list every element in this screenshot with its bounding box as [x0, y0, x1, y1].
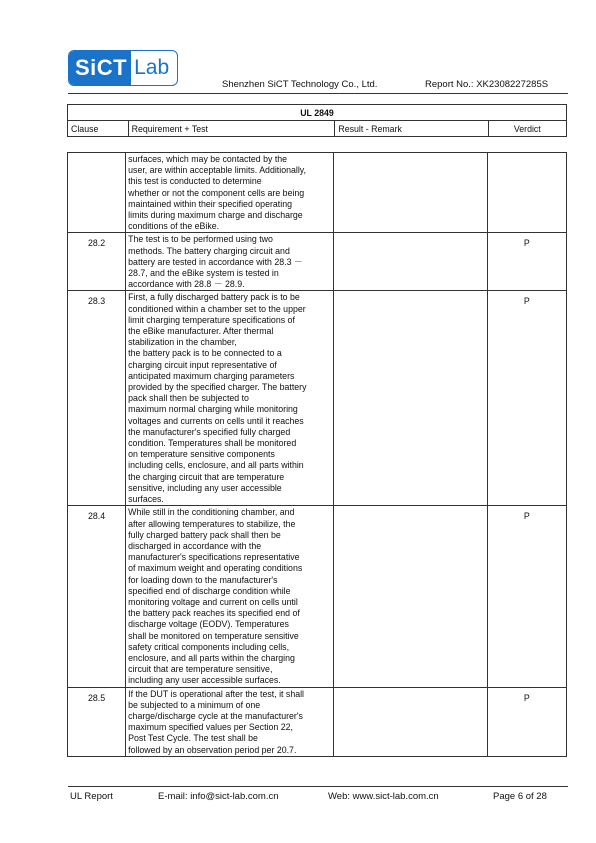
clause-cell: [68, 291, 126, 506]
requirement-line: Post Test Cycle. The test shall be: [128, 733, 258, 744]
requirement-line: after allowing temperatures to stabilize, the: [128, 518, 296, 529]
requirement-line: of maximum weight and operating conditions: [128, 563, 303, 574]
requirement-line: the eBike manufacturer. After thermal: [128, 326, 274, 337]
requirement-line: If the DUT is operational after the test, it shall: [128, 688, 305, 699]
logo-text-light: Lab: [134, 56, 170, 79]
requirement-line: the battery pack is to be connected to a: [128, 348, 282, 359]
requirement-line: discharged in accordance with the: [128, 540, 262, 551]
clause-table: [67, 152, 567, 757]
requirement-line: stabilization in the chamber,: [128, 337, 237, 348]
requirement-line: charge/discharge cycle at the manufacturer's: [128, 710, 303, 721]
table-row: [68, 291, 567, 506]
verdict-cell: [487, 291, 566, 506]
requirement-line: including any user accessible surfaces.: [128, 675, 281, 686]
requirement-line: While still in the conditioning chamber, and: [128, 507, 295, 518]
col-header-requirement: Requirement + Test: [128, 121, 335, 137]
requirement-cell: [126, 153, 334, 233]
clause-number: 28.3: [88, 296, 106, 307]
footer-web: Web: www.sict-lab.com.cn: [328, 791, 439, 802]
standard-header-table: [67, 104, 567, 137]
clause-number: 28.5: [88, 692, 106, 703]
result-remark-cell: [334, 291, 488, 506]
verdict-value: P: [523, 296, 530, 307]
verdict-cell: [487, 506, 566, 687]
requirement-line: the manufacturer's specified fully charged: [128, 426, 291, 437]
footer-report-type: UL Report: [70, 791, 113, 802]
requirement-line: provided by the specified charger. The battery: [128, 382, 307, 393]
verdict-value: P: [523, 692, 530, 703]
result-remark-cell: [334, 153, 488, 233]
verdict-value: P: [523, 511, 530, 522]
clause-cell: [68, 233, 126, 291]
footer-divider: [68, 786, 568, 787]
verdict-cell: [487, 687, 566, 756]
verdict-value: P: [523, 238, 530, 249]
requirement-line: maintained within their specified operating: [128, 198, 292, 209]
requirement-line: sensitive, including any user accessible: [128, 482, 282, 493]
requirement-line: user, are within acceptable limits. Additionally,: [128, 165, 306, 176]
requirement-line: First, a fully discharged battery pack is to be: [128, 292, 300, 303]
requirement-line: limit charging temperature specifications of: [128, 314, 295, 325]
requirement-line: whether or not the component cells are being: [128, 187, 305, 198]
footer-page-number: Page 6 of 28: [493, 791, 547, 802]
requirement-line: condition. Temperatures shall be monitored: [128, 438, 297, 449]
requirement-line: conditions of the eBike.: [128, 221, 220, 232]
requirement-line: the battery pack reaches its specified end of: [128, 608, 300, 619]
clause-number: [70, 154, 123, 158]
result-remark-cell: [334, 687, 488, 756]
clause-number: 28.4: [88, 511, 106, 522]
requirement-line: conditioned within a chamber set to the upper: [128, 303, 306, 314]
clause-number: 28.2: [88, 238, 106, 249]
requirement-cell: [126, 506, 334, 687]
result-remark-cell: [334, 233, 488, 291]
col-header-verdict: Verdict: [488, 121, 566, 137]
requirement-line: anticipated maximum charging parameters: [128, 370, 295, 381]
verdict-cell: [487, 233, 566, 291]
requirement-line: fully charged battery pack shall then be: [128, 529, 281, 540]
requirement-line: followed by an observation period per 20.7.: [128, 744, 297, 755]
requirement-line: monitoring voltage and current on cells until: [128, 596, 298, 607]
logo-text-bold: SiCT: [69, 51, 131, 85]
clause-cell: [68, 153, 126, 233]
requirement-line: methods. The battery charging circuit and: [128, 245, 290, 256]
verdict-value: [490, 154, 564, 158]
requirement-cell: [126, 233, 334, 291]
table-row: [68, 506, 567, 687]
requirement-line: pack shall then be subjected to: [128, 393, 249, 404]
requirement-line: specified end of discharge condition while: [128, 585, 291, 596]
requirement-line: be subjected to a minimum of one: [128, 699, 261, 710]
requirement-line: accordance with 28.8 － 28.9.: [128, 279, 245, 290]
table-row: [68, 233, 567, 291]
requirement-line: maximum specified values per Section 22,: [128, 722, 293, 733]
col-header-result: Result - Remark: [335, 121, 488, 137]
requirement-line: manufacturer's specifications representative: [128, 552, 300, 563]
requirement-line: shall be monitored on temperature sensitive: [128, 630, 299, 641]
requirement-line: surfaces, which may be contacted by the: [128, 154, 288, 164]
requirement-line: this test is conducted to determine: [128, 176, 262, 187]
requirement-line: charging circuit input representative of: [128, 359, 277, 370]
requirement-line: for loading down to the manufacturer's: [128, 574, 278, 585]
report-number: Report No.: XK2308227285S: [425, 79, 549, 90]
requirement-line: safety critical components including cells,: [128, 641, 290, 652]
requirement-line: maximum normal charging while monitoring: [128, 404, 298, 415]
requirement-line: enclosure, and all parts within the charging: [128, 652, 295, 663]
requirement-line: circuit that are temperature sensitive,: [128, 664, 273, 675]
footer-email: E-mail: info@sict-lab.com.cn: [158, 791, 279, 802]
requirement-line: The test is to be performed using two: [128, 234, 273, 245]
col-header-clause: Clause: [68, 121, 129, 137]
requirement-line: surfaces.: [128, 494, 164, 505]
standard-title: UL 2849: [68, 105, 567, 121]
table-row: [68, 153, 567, 233]
requirement-cell: [126, 291, 334, 506]
requirement-line: including cells, enclosure, and all parts within: [128, 460, 304, 471]
requirement-line: battery are tested in accordance with 28.3 －: [128, 256, 303, 267]
requirement-line: voltages and currents on cells until it reaches: [128, 415, 304, 426]
result-remark-cell: [334, 506, 488, 687]
clause-cell: [68, 687, 126, 756]
requirement-line: on temperature sensitive components: [128, 449, 275, 460]
verdict-cell: [487, 153, 566, 233]
requirement-line: discharge voltage (EODV). Temperatures: [128, 619, 289, 630]
company-name: Shenzhen SiCT Technology Co., Ltd.: [222, 79, 378, 90]
requirement-line: 28.7, and the eBike system is tested in: [128, 268, 279, 279]
company-logo: [68, 50, 178, 86]
header-divider: [68, 93, 568, 94]
clause-cell: [68, 506, 126, 687]
requirement-line: limits during maximum charge and discharge: [128, 210, 303, 221]
requirement-line: the charging circuit that are temperature: [128, 471, 285, 482]
requirement-cell: [126, 687, 334, 756]
table-row: [68, 687, 567, 756]
